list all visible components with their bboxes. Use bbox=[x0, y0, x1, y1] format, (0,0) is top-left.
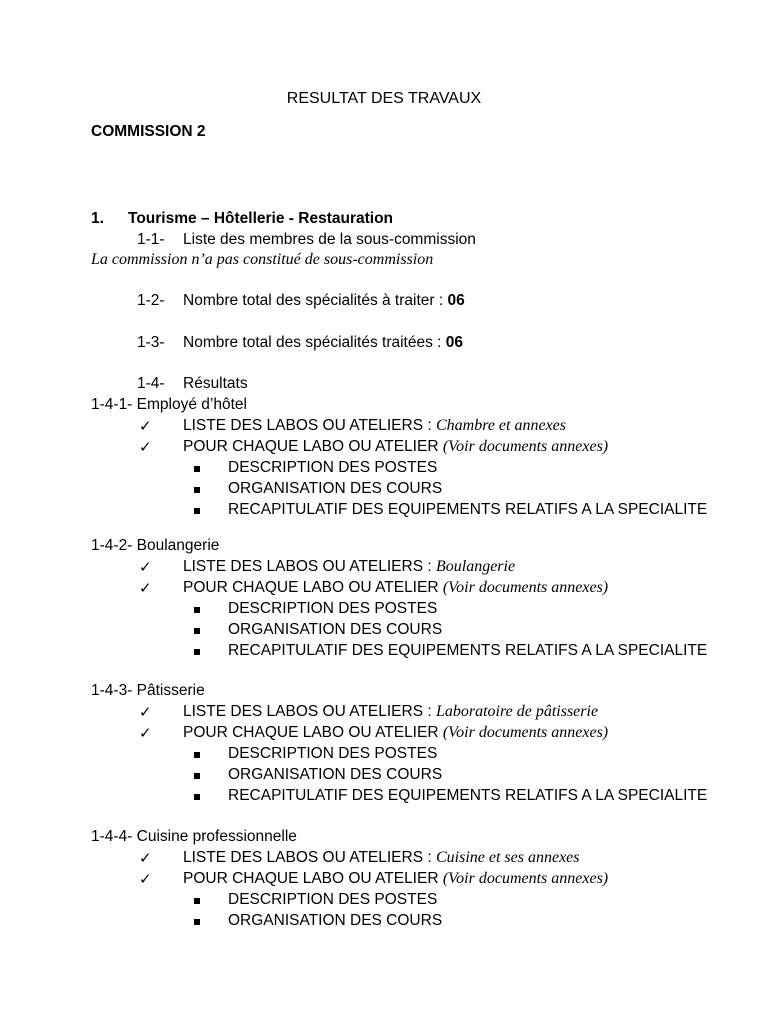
subsection-line bbox=[183, 291, 465, 311]
subsection-note: La commission n’a pas constitué de sous-commission bbox=[91, 251, 434, 268]
sub-item: ORGANISATION DES COURS bbox=[228, 912, 443, 929]
square-bullet-icon bbox=[194, 486, 200, 493]
subsection-line bbox=[183, 333, 463, 353]
checkmark-icon: ✓ bbox=[139, 703, 152, 721]
subsection-value: 06 bbox=[447, 292, 465, 309]
square-bullet-icon bbox=[194, 772, 200, 779]
sub-item: DESCRIPTION DES POSTES bbox=[228, 459, 438, 476]
labs-list-value: Laboratoire de pâtisserie bbox=[435, 703, 599, 720]
labs-list-label: LISTE DES LABOS OU ATELIERS : bbox=[183, 703, 436, 720]
square-bullet-icon bbox=[194, 793, 200, 800]
per-lab-note: (Voir documents annexes) bbox=[442, 724, 609, 741]
sub-item: RECAPITULATIF DES EQUIPEMENTS RELATIFS A LA SPECIALITE bbox=[228, 642, 708, 659]
checkmark-icon: ✓ bbox=[139, 849, 152, 867]
labs-list-value: Chambre et annexes bbox=[435, 417, 567, 434]
subsection-label: Résultats bbox=[183, 375, 248, 392]
labs-list-line bbox=[183, 702, 598, 722]
square-bullet-icon bbox=[194, 606, 200, 613]
sub-item: ORGANISATION DES COURS bbox=[228, 766, 443, 783]
square-bullet-icon bbox=[194, 627, 200, 634]
specialty-heading: 1-4-3- Pâtisserie bbox=[91, 682, 205, 699]
subsection-number: 1-2- bbox=[137, 292, 165, 309]
subsection-label: Nombre total des spécialités à traiter : bbox=[183, 292, 448, 309]
labs-list-value: Boulangerie bbox=[435, 558, 516, 575]
sub-item: RECAPITULATIF DES EQUIPEMENTS RELATIFS A LA SPECIALITE bbox=[228, 787, 708, 804]
checkmark-icon: ✓ bbox=[139, 870, 152, 888]
sub-item: DESCRIPTION DES POSTES bbox=[228, 600, 438, 617]
per-lab-label: POUR CHAQUE LABO OU ATELIER bbox=[183, 579, 443, 596]
labs-list-line bbox=[183, 848, 580, 868]
sub-item: DESCRIPTION DES POSTES bbox=[228, 745, 438, 762]
per-lab-line bbox=[183, 723, 608, 743]
per-lab-line bbox=[183, 869, 608, 889]
per-lab-label: POUR CHAQUE LABO OU ATELIER bbox=[183, 438, 443, 455]
square-bullet-icon bbox=[194, 507, 200, 514]
per-lab-label: POUR CHAQUE LABO OU ATELIER bbox=[183, 724, 443, 741]
checkmark-icon: ✓ bbox=[139, 724, 152, 742]
subsection-label: Liste des membres de la sous-commission bbox=[183, 231, 476, 248]
checkmark-icon: ✓ bbox=[139, 417, 152, 435]
specialty-heading: 1-4-1- Employé d’hôtel bbox=[91, 396, 247, 413]
specialty-heading: 1-4-4- Cuisine professionnelle bbox=[91, 828, 297, 845]
per-lab-line bbox=[183, 578, 608, 598]
subsection-number: 1-3- bbox=[137, 334, 165, 351]
square-bullet-icon bbox=[194, 465, 200, 472]
sub-item: DESCRIPTION DES POSTES bbox=[228, 891, 438, 908]
labs-list-label: LISTE DES LABOS OU ATELIERS : bbox=[183, 417, 436, 434]
section-title: Tourisme – Hôtellerie - Restauration bbox=[128, 210, 393, 227]
subsection-value: 06 bbox=[445, 334, 464, 351]
subsection-number: 1-1- bbox=[137, 231, 165, 248]
document-title: RESULTAT DES TRAVAUX bbox=[286, 90, 482, 107]
labs-list-line bbox=[183, 416, 566, 436]
per-lab-note: (Voir documents annexes) bbox=[442, 579, 609, 596]
square-bullet-icon bbox=[194, 751, 200, 758]
specialty-heading: 1-4-2- Boulangerie bbox=[91, 537, 220, 554]
subsection-label: Nombre total des spécialités traitées : bbox=[183, 334, 446, 351]
checkmark-icon: ✓ bbox=[139, 438, 152, 456]
sub-item: ORGANISATION DES COURS bbox=[228, 480, 443, 497]
section-number: 1. bbox=[91, 210, 104, 227]
commission-heading: COMMISSION 2 bbox=[91, 123, 206, 140]
labs-list-label: LISTE DES LABOS OU ATELIERS : bbox=[183, 558, 436, 575]
per-lab-label: POUR CHAQUE LABO OU ATELIER bbox=[183, 870, 443, 887]
per-lab-note: (Voir documents annexes) bbox=[442, 870, 609, 887]
per-lab-note: (Voir documents annexes) bbox=[442, 438, 609, 455]
sub-item: ORGANISATION DES COURS bbox=[228, 621, 443, 638]
square-bullet-icon bbox=[194, 897, 200, 904]
square-bullet-icon bbox=[194, 918, 200, 925]
labs-list-label: LISTE DES LABOS OU ATELIERS : bbox=[183, 849, 436, 866]
checkmark-icon: ✓ bbox=[139, 579, 152, 597]
per-lab-line bbox=[183, 437, 608, 457]
sub-item: RECAPITULATIF DES EQUIPEMENTS RELATIFS A LA SPECIALITE bbox=[228, 501, 708, 518]
checkmark-icon: ✓ bbox=[139, 558, 152, 576]
labs-list-value: Cuisine et ses annexes bbox=[435, 849, 580, 866]
square-bullet-icon bbox=[194, 648, 200, 655]
subsection-number: 1-4- bbox=[137, 375, 165, 392]
labs-list-line bbox=[183, 557, 515, 577]
